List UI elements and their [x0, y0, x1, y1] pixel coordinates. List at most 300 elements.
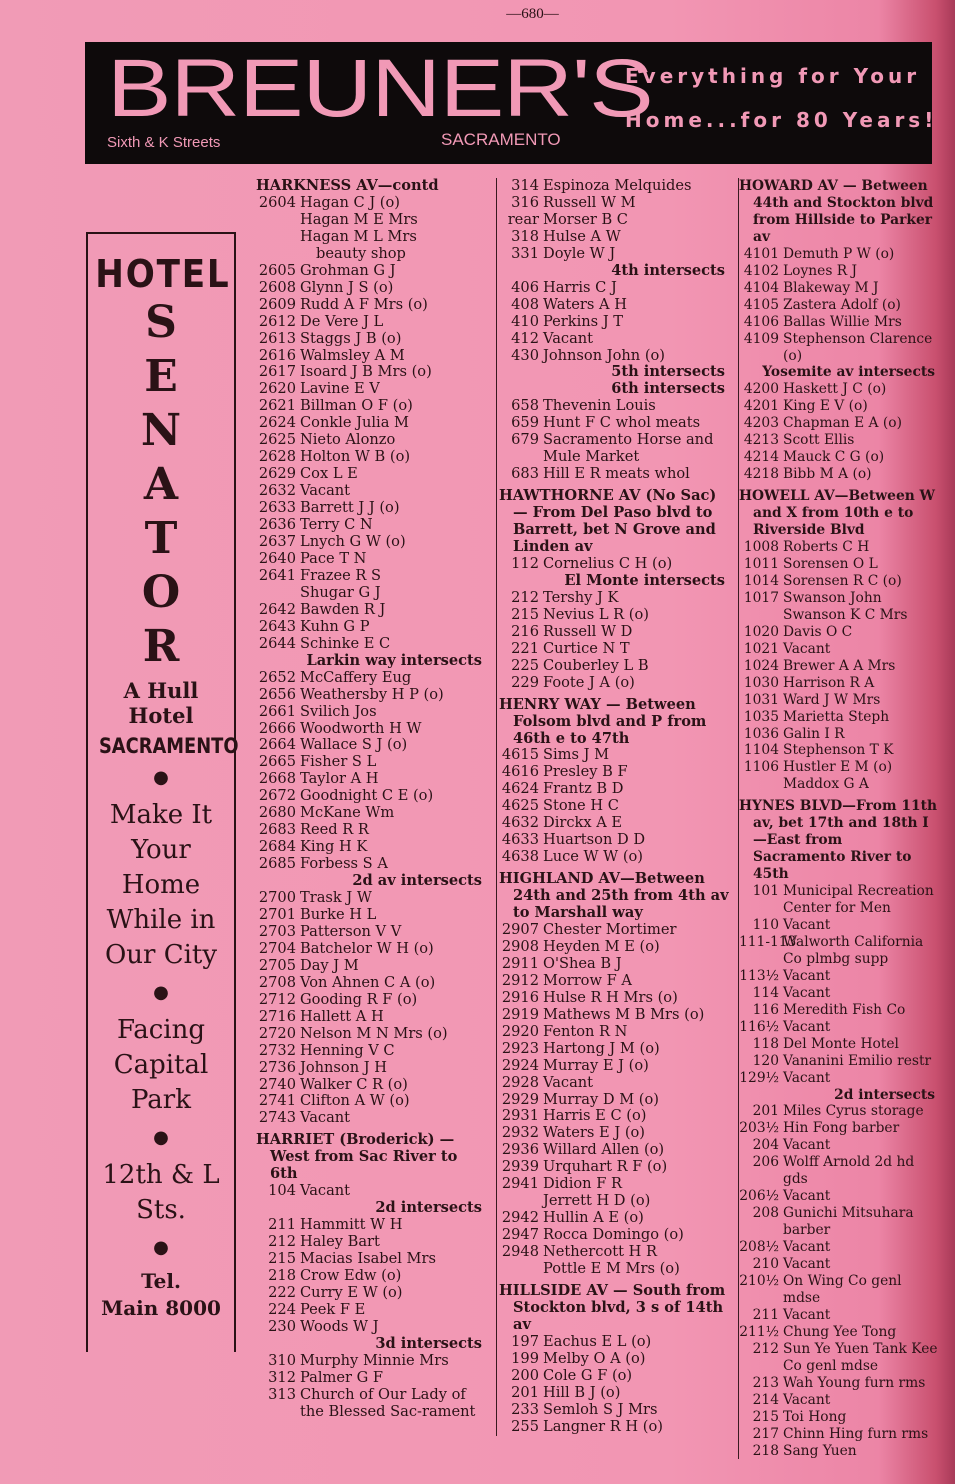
hotel-heading: HOTEL — [95, 252, 231, 296]
listing-row — [739, 539, 939, 556]
street-heading: HILLSIDE AV — South from Stockton blvd, 3 s of 14th av — [499, 1282, 726, 1333]
house-number: 679 — [511, 431, 539, 449]
resident-name: Bibb M A (o) — [783, 466, 872, 483]
listing-row — [256, 1387, 486, 1421]
resident-name: Couberley L B — [543, 656, 649, 674]
house-number: 2637 — [258, 533, 296, 551]
resident-name: Conkle Julia M — [300, 414, 410, 432]
house-number: 408 — [511, 295, 539, 313]
resident-name: Von Ahnen C A (o) — [300, 973, 436, 991]
resident-name: Fisher S L — [300, 753, 377, 771]
resident-name: Taylor A H — [300, 770, 379, 788]
listing-row — [739, 726, 939, 743]
resident-name: Russell W M — [543, 193, 636, 211]
house-number: 2683 — [258, 821, 296, 839]
resident-name: Scott Ellis — [783, 432, 855, 449]
house-number: 111-113 — [739, 933, 797, 950]
resident-name: Espinoza Melquides — [543, 177, 692, 194]
resident-name: Peek F E — [300, 1300, 366, 1318]
resident-name: Urquhart R F (o) — [543, 1158, 668, 1176]
listing-row — [499, 798, 729, 815]
house-number: 4201 — [743, 398, 779, 415]
house-number: 318 — [511, 227, 539, 245]
street-heading: HARRIET (Broderick) — West from Sac River to 6th — [256, 1131, 458, 1183]
listing-row — [499, 832, 729, 849]
resident-name: Gunichi Mitsuhara barber — [783, 1205, 914, 1239]
resident-name: Patterson V V — [300, 922, 402, 940]
resident-name: Wallace S J (o) — [300, 736, 408, 754]
resident-name: Vananini Emilio restr — [783, 1052, 932, 1069]
resident-name: Weathersby H P (o) — [300, 685, 444, 703]
house-number: 212 — [752, 1340, 779, 1357]
resident-name: Vacant — [783, 1239, 831, 1256]
house-number: 2625 — [258, 431, 296, 449]
resident-name: Vacant — [300, 482, 351, 500]
house-number: 2947 — [501, 1226, 539, 1244]
listing-row — [499, 1075, 729, 1092]
listing-row — [256, 1060, 486, 1077]
listing-row — [256, 314, 486, 331]
resident-name: Clifton A W (o) — [300, 1092, 410, 1110]
house-number: 2942 — [501, 1209, 539, 1227]
listing-continuation: Jerrett H D (o) — [543, 1192, 651, 1210]
resident-name: Pace T N — [300, 549, 367, 567]
house-number: 255 — [511, 1417, 539, 1435]
listing-continuation: Swanson K C Mrs — [783, 606, 908, 623]
resident-name: Chester Mortimer — [543, 920, 677, 938]
intersection-note: 6th intersects — [611, 380, 725, 398]
location-line: Facing — [116, 1015, 206, 1045]
listing-row — [739, 398, 939, 415]
resident-name: Del Monte Hotel — [783, 1035, 899, 1052]
listing-row — [739, 624, 939, 641]
resident-name: Vacant — [783, 640, 831, 657]
resident-name: Hin Fong barber — [783, 1120, 900, 1137]
listing-row — [499, 466, 729, 483]
listing-row — [739, 449, 939, 466]
house-number: 2936 — [501, 1141, 539, 1159]
resident-name: Frantz B D — [543, 780, 624, 798]
house-number: 4213 — [743, 432, 779, 449]
listing-row — [256, 1319, 486, 1336]
address-line: Sts. — [136, 1195, 186, 1225]
house-number: 310 — [268, 1351, 296, 1369]
house-number: 2633 — [258, 499, 296, 517]
intersection-note: 2d intersects — [375, 1199, 482, 1217]
house-number: rear — [507, 210, 539, 228]
listing-row — [499, 1159, 729, 1176]
resident-name: Bawden R J — [300, 600, 386, 618]
resident-name: Hulse R H Mrs (o) — [543, 988, 678, 1006]
hotel-name-letters — [88, 296, 234, 674]
resident-name: Marietta Steph — [783, 708, 890, 725]
listing-row — [256, 805, 486, 822]
resident-name: Chung Yee Tong — [783, 1323, 897, 1340]
house-number: 1020 — [743, 623, 779, 640]
listing-row — [256, 839, 486, 856]
house-number: 4624 — [501, 780, 539, 798]
listing-row — [256, 1251, 486, 1268]
listing-row — [739, 1239, 939, 1256]
resident-name: Murray E J (o) — [543, 1056, 649, 1074]
resident-name: Vacant — [783, 1069, 831, 1086]
listing-row — [499, 849, 729, 866]
resident-name: Schinke E C — [300, 634, 391, 652]
listing-continuation: Pottle E M Mrs (o) — [543, 1260, 680, 1278]
house-number: 216 — [511, 622, 539, 640]
listing-continuation: Hagan M E Mrs — [300, 210, 418, 228]
resident-name: Municipal Recreation Center for Men — [783, 883, 934, 917]
resident-name: Macias Isabel Mrs — [300, 1250, 436, 1268]
directory-column-2 — [496, 178, 729, 1436]
listing-row — [499, 1419, 729, 1436]
listing-row — [739, 1070, 939, 1087]
house-number: 2923 — [501, 1039, 539, 1057]
tel-line: Tel. — [141, 1269, 181, 1293]
house-number: 2708 — [258, 973, 296, 991]
resident-name: Mathews M B Mrs (o) — [543, 1005, 705, 1023]
listing-row — [499, 1024, 729, 1041]
house-number: 204 — [752, 1137, 779, 1154]
resident-name: Woodworth H W — [300, 719, 422, 737]
resident-name: Henning V C — [300, 1041, 395, 1059]
resident-name: Sacramento Horse and Mule Market — [543, 431, 714, 466]
listing-row — [256, 398, 486, 415]
listing-row — [499, 641, 729, 658]
listing-row — [256, 687, 486, 704]
listing-row — [256, 890, 486, 907]
resident-name: Church of Our Lady of the Blessed Sac-rament — [300, 1385, 476, 1420]
resident-name: Stone H C — [543, 797, 619, 815]
location-line: Park — [130, 1085, 191, 1115]
slogan-line: Your — [131, 835, 191, 865]
resident-name: Hallett A H — [300, 1007, 384, 1025]
house-number: 2916 — [501, 988, 539, 1006]
intersection-note: 3d intersects — [375, 1334, 482, 1352]
house-number: 4616 — [501, 763, 539, 781]
listing-row — [499, 1227, 729, 1244]
resident-name: Vacant — [783, 1018, 831, 1035]
resident-name: Staggs J B (o) — [300, 329, 402, 347]
listing-row — [499, 246, 729, 263]
listing-row — [499, 781, 729, 798]
listing-row — [739, 692, 939, 709]
hotel-telephone — [88, 1268, 234, 1322]
listing-row — [256, 263, 486, 280]
listing-row — [256, 1268, 486, 1285]
house-number: 2716 — [258, 1007, 296, 1025]
house-number: 2948 — [501, 1243, 539, 1261]
listing-row — [739, 1307, 939, 1324]
listing-row — [739, 263, 939, 280]
house-number: 314 — [511, 177, 539, 194]
intersection-note: Yosemite av intersects — [762, 364, 935, 381]
house-number: 2701 — [258, 905, 296, 923]
listing-row — [256, 297, 486, 314]
house-number: 2712 — [258, 990, 296, 1008]
resident-name: Mauck C G (o) — [783, 449, 885, 466]
listing-row — [739, 1273, 939, 1307]
resident-name: Walker C R (o) — [300, 1075, 408, 1093]
resident-name: Cox L E — [300, 465, 358, 483]
listing-row — [739, 658, 939, 675]
intersection-note: Larkin way intersects — [306, 651, 482, 669]
house-number: 218 — [268, 1267, 296, 1284]
house-number: 212 — [268, 1233, 296, 1251]
house-number: 1017 — [743, 589, 779, 606]
listing-row — [499, 1385, 729, 1402]
listing-row — [499, 212, 729, 229]
resident-name: Murphy Minnie Mrs — [300, 1351, 449, 1369]
house-number: 2703 — [258, 922, 296, 940]
house-number: 2911 — [501, 954, 539, 972]
house-number: 200 — [511, 1366, 539, 1384]
listing-row — [499, 590, 729, 607]
resident-name: Miles Cyrus storage — [783, 1103, 924, 1120]
listing-row — [256, 1077, 486, 1094]
listing-row — [256, 1217, 486, 1234]
listing-row — [499, 990, 729, 1007]
house-number: 2684 — [258, 838, 296, 856]
house-number: 406 — [511, 278, 539, 296]
resident-name: Roberts C H — [783, 539, 870, 556]
house-number: 412 — [511, 329, 539, 347]
house-number: 2931 — [501, 1107, 539, 1125]
listing-row — [256, 568, 486, 585]
listing-row — [256, 754, 486, 771]
listing-row — [739, 1409, 939, 1426]
resident-name: Walworth California Co plmbg supp — [783, 933, 924, 967]
listing-row — [499, 297, 729, 314]
house-number: 2620 — [258, 380, 296, 398]
house-number: 2666 — [258, 719, 296, 737]
house-number: 222 — [268, 1283, 296, 1301]
hotel-name-letter: E — [144, 351, 178, 402]
house-number: 218 — [752, 1442, 779, 1459]
resident-name: Toi Hong — [783, 1408, 847, 1425]
house-number: 221 — [511, 639, 539, 657]
street-heading: HIGHLAND AV—Between 24th and 25th from 4th av to Marshall way — [499, 870, 729, 922]
listing-row — [739, 1375, 939, 1392]
house-number: 2613 — [258, 329, 296, 347]
resident-name: Semloh S J Mrs — [543, 1400, 658, 1418]
house-number: 1008 — [743, 539, 779, 556]
house-number: 4109 — [743, 330, 779, 347]
house-number: 2640 — [258, 549, 296, 567]
listing-row — [739, 331, 939, 365]
listing-row — [499, 1125, 729, 1142]
listing-row — [499, 1092, 729, 1109]
resident-name: Waters E J (o) — [543, 1124, 645, 1142]
listing-row — [739, 968, 939, 985]
house-number: 211½ — [739, 1323, 779, 1340]
resident-name: Morser B C — [543, 210, 628, 228]
hotel-city: SACRAMENTO — [98, 734, 239, 758]
bullet: ● — [153, 1237, 169, 1258]
listing-row — [256, 856, 486, 873]
resident-name: Sorensen R C (o) — [783, 572, 902, 589]
house-number: 331 — [511, 244, 539, 262]
listing-row — [499, 607, 729, 624]
hotel-name-letter: S — [145, 297, 177, 348]
resident-name: Waters A H — [543, 295, 627, 313]
resident-name: Hammitt W H — [300, 1216, 403, 1234]
breuners-logo: BREUNER'S — [107, 43, 653, 134]
resident-name: Demuth P W (o) — [783, 245, 895, 262]
resident-name: Hunt F C whol meats — [543, 414, 701, 432]
listing-row — [499, 432, 729, 466]
resident-name: Hagan C J (o) — [300, 193, 400, 211]
resident-name: Wah Young furn rms — [783, 1374, 926, 1391]
listing-row — [499, 973, 729, 990]
house-number: 2907 — [501, 920, 539, 938]
house-number: 110 — [752, 916, 779, 933]
listing-continuation: beauty shop — [316, 244, 406, 262]
resident-name: Haley Bart — [300, 1233, 380, 1251]
house-number: 116 — [752, 1001, 779, 1018]
resident-name: Trask J W — [300, 889, 372, 907]
resident-name: De Vere J L — [300, 312, 384, 330]
resident-name: McKane Wm — [300, 804, 395, 822]
listing-row — [256, 280, 486, 297]
resident-name: Chapman E A (o) — [783, 415, 902, 432]
house-number: 230 — [268, 1317, 296, 1335]
resident-name: Zastera Adolf (o) — [783, 296, 901, 313]
listing-row — [256, 907, 486, 924]
listing-row — [499, 1210, 729, 1227]
resident-name: Rocca Domingo (o) — [543, 1226, 684, 1244]
resident-name: Hustler E M (o) — [783, 759, 893, 776]
listing-row — [499, 1351, 729, 1368]
resident-name: Vacant — [783, 1188, 831, 1205]
listing-row — [739, 314, 939, 331]
house-number: 410 — [511, 312, 539, 330]
bullet: ● — [153, 982, 169, 1003]
house-number: 1031 — [743, 691, 779, 708]
house-number: 199 — [511, 1349, 539, 1367]
listing-row — [739, 280, 939, 297]
house-number: 116½ — [739, 1018, 779, 1035]
house-number: 4638 — [501, 848, 539, 866]
house-number: 208½ — [739, 1239, 779, 1256]
listing-row — [739, 1341, 939, 1375]
house-number: 2919 — [501, 1005, 539, 1023]
resident-name: Morrow F A — [543, 971, 632, 989]
house-number: 2656 — [258, 685, 296, 703]
listing-row — [739, 590, 939, 607]
house-number: 2941 — [501, 1175, 539, 1193]
house-number: 118 — [752, 1035, 779, 1052]
resident-name: Vacant — [783, 1256, 831, 1273]
listing-row — [739, 1154, 939, 1188]
resident-name: Langner R H (o) — [543, 1417, 663, 1435]
house-number: 2908 — [501, 937, 539, 955]
house-number: 210½ — [739, 1273, 779, 1289]
resident-name: Terry C N — [300, 516, 373, 534]
resident-name: Eachus E L (o) — [543, 1332, 652, 1350]
resident-name: Harris E C (o) — [543, 1107, 647, 1125]
hotel-sub-1: A Hull — [123, 678, 199, 703]
listing-row — [739, 1426, 939, 1443]
resident-name: King E V (o) — [783, 398, 868, 415]
house-number: 2928 — [501, 1073, 539, 1091]
resident-name: Perkins J T — [543, 312, 624, 330]
resident-name: Vacant — [543, 329, 594, 347]
listing-row — [739, 466, 939, 483]
house-number: 2604 — [258, 193, 296, 211]
house-number: 4625 — [501, 797, 539, 815]
house-number: 2668 — [258, 770, 296, 788]
listing-row — [739, 1137, 939, 1154]
listing-row — [256, 1234, 486, 1251]
listing-row — [256, 483, 486, 500]
listing-row — [256, 1110, 486, 1127]
resident-name: Thevenin Louis — [543, 397, 656, 415]
resident-name: Grohman G J — [300, 261, 396, 279]
resident-name: On Wing Co genl mdse — [783, 1273, 902, 1306]
street-heading: HAWTHORNE AV (No Sac)— From Del Paso blvd to Barrett, bet N Grove and Linden av — [499, 487, 717, 556]
house-number: 224 — [268, 1300, 296, 1318]
listing-row — [256, 1183, 486, 1200]
house-number: 2608 — [258, 278, 296, 296]
resident-name: Forbess S A — [300, 855, 388, 873]
resident-name: Galin I R — [783, 725, 845, 742]
resident-name: Cole G F (o) — [543, 1366, 633, 1384]
listing-row — [256, 737, 486, 754]
resident-name: Batchelor W H (o) — [300, 939, 434, 957]
listing-row — [256, 348, 486, 365]
house-number: 2740 — [258, 1075, 296, 1093]
listing-row — [739, 1103, 939, 1120]
house-number: 1030 — [743, 674, 779, 691]
house-number: 2644 — [258, 634, 296, 652]
house-number: 208 — [752, 1205, 779, 1222]
house-number: 1035 — [743, 708, 779, 725]
listing-row — [256, 1353, 486, 1370]
listing-row — [739, 1205, 939, 1239]
resident-name: Heyden M E (o) — [543, 937, 660, 955]
resident-name: Doyle W J — [543, 244, 616, 262]
house-number: 2636 — [258, 516, 296, 534]
resident-name: Melby O A (o) — [543, 1349, 646, 1367]
house-number: 210 — [752, 1256, 779, 1273]
house-number: 213 — [752, 1374, 779, 1391]
resident-name: Huartson D D — [543, 831, 646, 849]
resident-name: Sun Ye Yuen Tank Kee Co genl mdse — [783, 1340, 938, 1374]
hotel-name-letter: R — [142, 621, 180, 672]
house-number: 2720 — [258, 1024, 296, 1042]
house-number: 2642 — [258, 600, 296, 618]
resident-name: Nieto Alonzo — [300, 431, 396, 449]
house-number: 217 — [752, 1425, 779, 1442]
house-number: 2929 — [501, 1090, 539, 1108]
listing-row — [256, 1043, 486, 1060]
listing-row — [499, 415, 729, 432]
resident-name: Vacant — [783, 1306, 831, 1323]
listing-row — [739, 709, 939, 726]
house-number: 2632 — [258, 482, 296, 500]
listing-row — [256, 1009, 486, 1026]
house-number: 229 — [511, 673, 539, 691]
resident-name: Ballas Willie Mrs — [783, 313, 902, 330]
hotel-name-letter: N — [140, 405, 182, 456]
house-number: 215 — [268, 1250, 296, 1268]
resident-name: Palmer G F — [300, 1368, 384, 1386]
house-number: 313 — [268, 1385, 296, 1403]
listing-row — [499, 314, 729, 331]
resident-name: Presley B F — [543, 763, 628, 781]
resident-name: Rudd A F Mrs (o) — [300, 295, 428, 313]
